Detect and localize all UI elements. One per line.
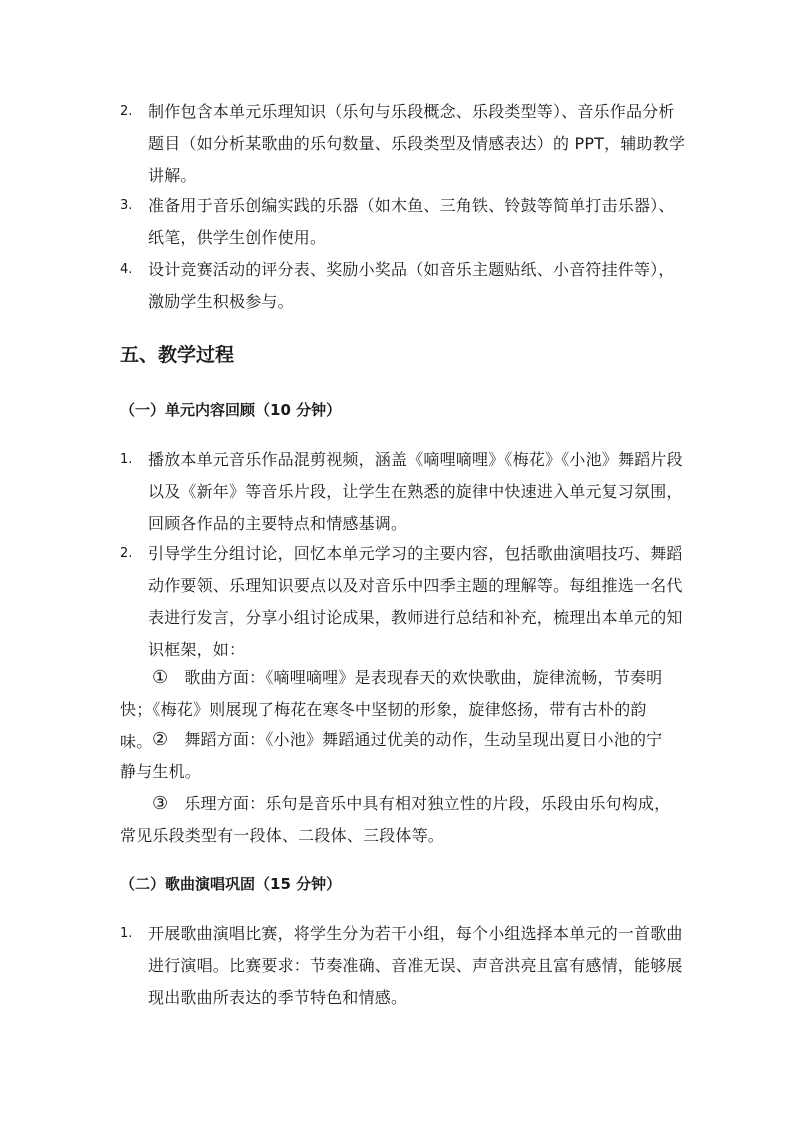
list-number: 1. — [120, 452, 133, 467]
point-text: 歌曲方面：《嘀哩嘀哩》是表现春天的欢快歌曲，旋律流畅，节奏明快；《梅花》则展现了梅花在寒冬中坚韧的形象，旋律悠扬，带有古朴的韵味。 — [120, 668, 663, 751]
section-heading: 五、教学过程 — [120, 344, 235, 366]
subsection-heading: （一）单元内容回顾（10 分钟） — [120, 401, 342, 419]
list-item — [120, 538, 690, 666]
list-text: 引导学生分组讨论，回忆本单元学习的主要内容，包括歌曲演唱技巧、舞蹈动作要领、乐理知识要点以及对音乐中四季主题的理解等。每组推选一名代表进行发言，分享小组讨论成果，教师进行总结和补充，梳理出本单元的知识框架，如： — [148, 544, 683, 659]
list-item — [120, 96, 690, 192]
list-text: 设计竞赛活动的评分表、奖励小奖品（如音乐主题贴纸、小音符挂件等），激励学生积极参与。 — [148, 260, 675, 311]
circled-number: ③ — [152, 793, 169, 814]
list-item — [120, 444, 690, 540]
list-item — [120, 918, 690, 1014]
point-paragraph — [120, 788, 676, 852]
subsection-heading: （二）歌曲演唱巩固（15 分钟） — [120, 875, 342, 893]
list-text: 播放本单元音乐作品混剪视频，涵盖《嘀哩嘀哩》《梅花》《小池》舞蹈片段以及《新年》等音乐片段，让学生在熟悉的旋律中快速进入单元复习氛围，回顾各作品的主要特点和情感基调。 — [148, 450, 683, 533]
point-text: 乐理方面：乐句是音乐中具有相对独立性的片段，乐段由乐句构成，常见乐段类型有一段体、二段体、三段体等。 — [120, 794, 671, 845]
list-number: 1. — [120, 926, 133, 941]
list-text: 准备用于音乐创编实践的乐器（如木鱼、三角铁、铃鼓等简单打击乐器）、纸笔，供学生创作使用。 — [148, 196, 675, 247]
list-text: 制作包含本单元乐理知识（乐句与乐段概念、乐段类型等）、音乐作品分析题目（如分析某歌曲的乐句数量、乐段类型及情感表达）的 PPT，辅助教学讲解。 — [148, 102, 686, 185]
point-paragraph — [120, 724, 676, 788]
list-text: 开展歌曲演唱比赛，将学生分为若干小组，每个小组选择本单元的一首歌曲进行演唱。比赛要求：节奏准确、音准无误、声音洪亮且富有感情，能够展现出歌曲所表达的季节特色和情感。 — [148, 924, 683, 1007]
circled-number: ① — [152, 667, 169, 688]
list-number: 3. — [120, 198, 133, 213]
list-item — [120, 254, 690, 318]
list-number: 2. — [120, 104, 133, 119]
circled-number: ② — [152, 729, 169, 750]
list-item — [120, 190, 690, 254]
point-text: 舞蹈方面：《小池》舞蹈通过优美的动作，生动呈现出夏日小池的宁静与生机。 — [120, 730, 663, 781]
list-number: 4. — [120, 262, 133, 277]
list-number: 2. — [120, 546, 133, 561]
